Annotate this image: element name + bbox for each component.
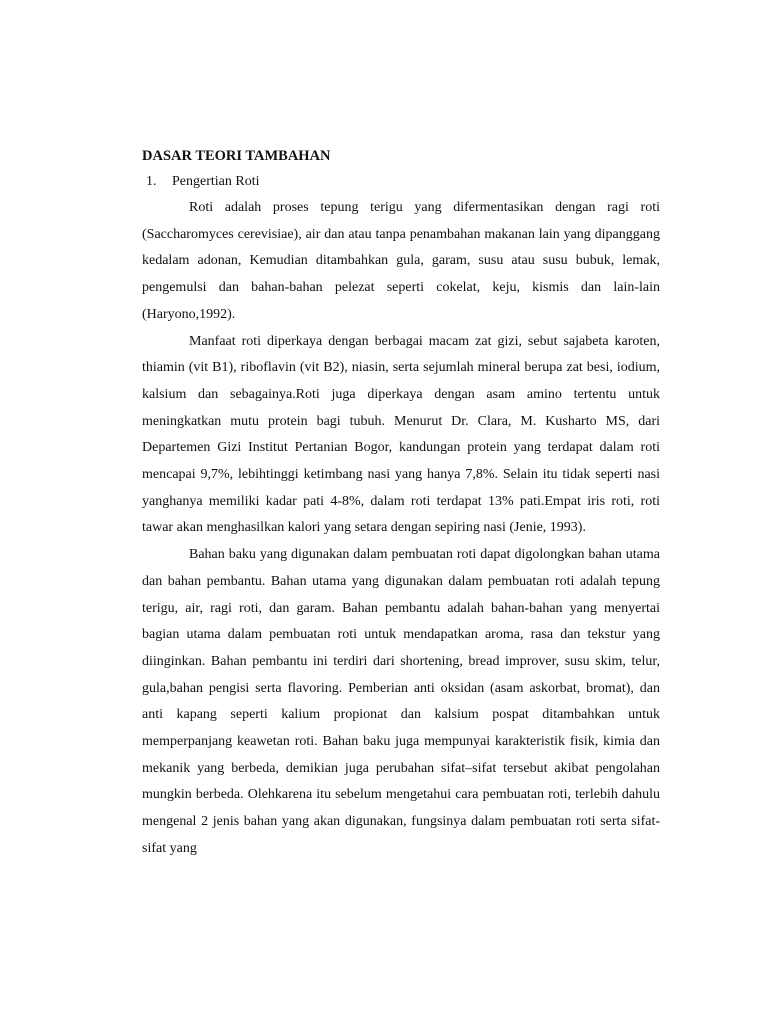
section-title [142,169,660,195]
paragraph-ingredients: Bahan baku yang digunakan dalam pembuatan roti dapat digolongkan bahan utama dan bahan pembantu. Bahan utama yang digunakan dalam pembuatan roti adalah tepung terigu, air, ragi roti, dan garam. Bahan pembantu adalah bahan-bahan yang menyertai bagian utama dalam pembuatan roti untuk mendapatkan aroma, rasa dan tekstur yang diinginkan. Bahan pembantu ini terdiri dari shortening, bread improver, susu skim, telur, gula,bahan pengisi serta flavoring. Pemberian anti oksidan (asam askorbat, bromat), dan anti kapang seperti kalium propionat dan kalsium pospat ditambahkan untuk memperpanjang keawetan roti. Bahan baku juga mempunyai karakteristik fisik, kimia dan mekanik yang berbeda, demikian juga perubahan sifat–sifat tersebut akibat pengolahan mungkin berbeda. Olehkarena itu sebelum mengetahui cara pembuatan roti, terlebih dahulu mengenal 2 jenis bahan yang akan digunakan, fungsinya dalam pembuatan roti serta sifat-sifat yang [142,547,660,856]
paragraph-benefits: Manfaat roti diperkaya dengan berbagai macam zat gizi, sebut sajabeta karoten, thiamin (vit B1), riboflavin (vit B2), niasin, serta sejumlah mineral berupa zat besi, iodium, kalsium dan sebagainya.Roti juga diperkaya dengan asam amino tertentu untuk meningkatkan mutu protein bagi tubuh. Menurut Dr. Clara, M. Kusharto MS, dari Departemen Gizi Institut Pertanian Bogor, kandungan protein yang terdapat dalam roti mencapai 9,7%, lebihtinggi ketimbang nasi yang hanya 7,8%. Selain itu tidak seperti nasi yanghanya memiliki kadar pati 4-8%, dalam roti terdapat 13% pati.Empat iris roti, roti tawar akan menghasilkan kalori yang setara dengan sepiring nasi (Jenie, 1993). [142,333,660,536]
section-number: 1. [146,174,157,189]
section-title-text: Pengertian Roti [172,174,260,189]
document-heading: DASAR TEORI TAMBAHAN [142,148,331,164]
document-body [142,143,660,863]
paragraph-definition: Roti adalah proses tepung terigu yang difermentasikan dengan ragi roti (Saccharomyces cerevisiae), air dan atau tanpa penambahan makanan lain yang dipanggang kedalam adonan, Kemudian ditambahkan gula, garam, susu atau susu bubuk, lemak, pengemulsi dan bahan-bahan pelezat seperti cokelat, keju, kismis dan lain-lain (Haryono,1992). [142,200,660,322]
